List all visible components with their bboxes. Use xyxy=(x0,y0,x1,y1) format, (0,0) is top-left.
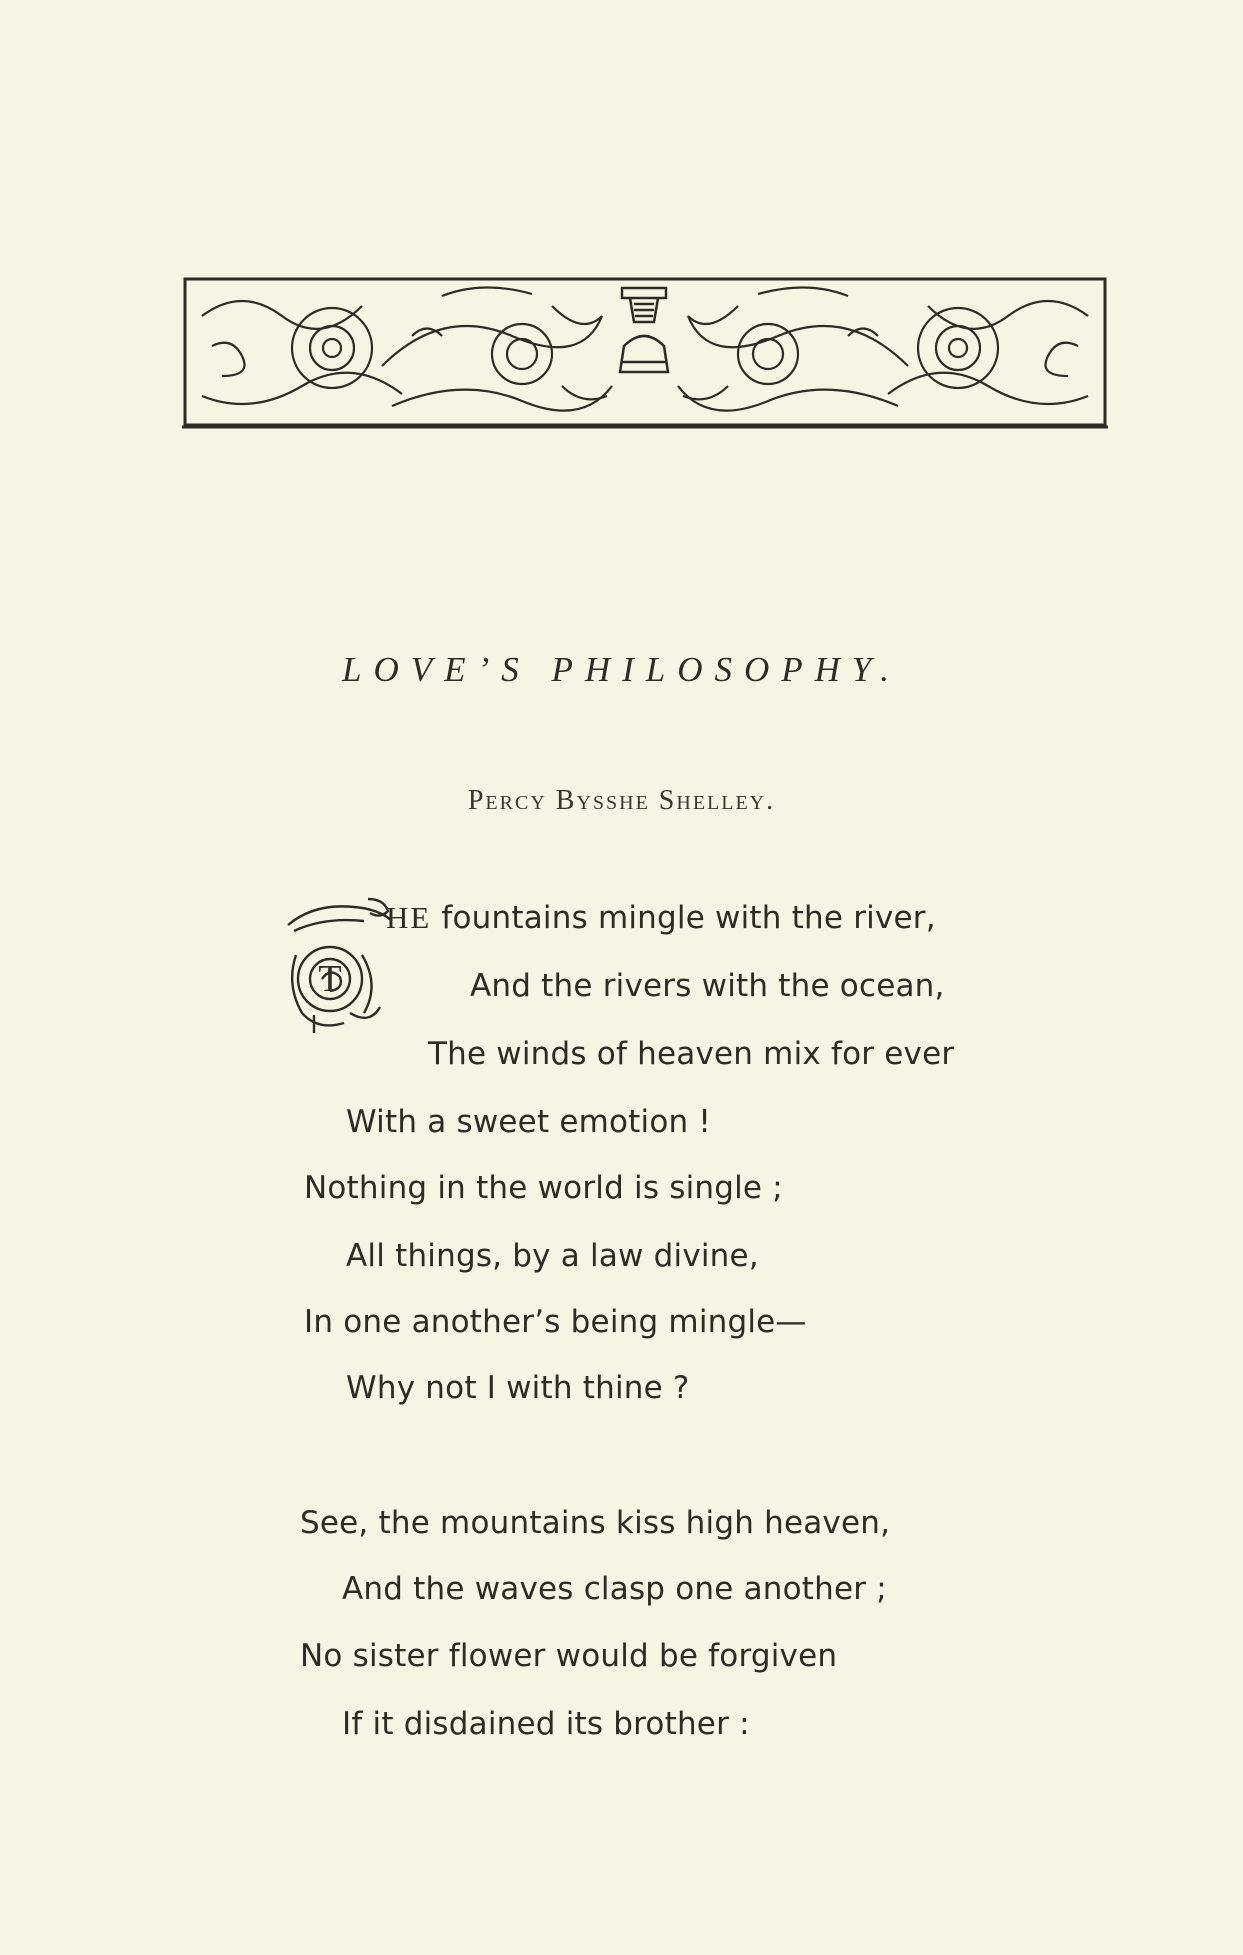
poem-line: With a sweet emotion ! xyxy=(346,1104,712,1140)
drop-cap xyxy=(284,895,396,1035)
poem-line: Why not I with thine ? xyxy=(346,1370,690,1406)
first-line-start: HE xyxy=(386,900,432,935)
ornamental-headpiece xyxy=(182,276,1108,430)
poem-line: If it disdained its brother : xyxy=(342,1706,750,1742)
drop-cap-letter: T xyxy=(318,958,342,1000)
first-line-rest: fountains mingle with the river, xyxy=(431,900,936,936)
poem-title: LOVE’S PHILOSOPHY. xyxy=(342,650,901,689)
headpiece-ornament-icon xyxy=(182,276,1108,430)
poem-line: In one another’s being mingle— xyxy=(304,1304,807,1340)
poem-line: And the rivers with the ocean, xyxy=(470,968,945,1004)
poem-line: All things, by a law divine, xyxy=(346,1238,759,1274)
poem-author: Percy Bysshe Shelley. xyxy=(467,785,776,816)
poem-line xyxy=(386,900,936,936)
poem-line: See, the mountains kiss high heaven, xyxy=(300,1505,891,1541)
poem-line: The winds of heaven mix for ever xyxy=(428,1036,955,1072)
poem-line: No sister flower would be forgiven xyxy=(300,1638,838,1674)
poem-line: Nothing in the world is single ; xyxy=(304,1170,783,1206)
poem-line: And the waves clasp one another ; xyxy=(342,1571,887,1607)
ornamental-drop-cap-icon xyxy=(284,895,396,1035)
